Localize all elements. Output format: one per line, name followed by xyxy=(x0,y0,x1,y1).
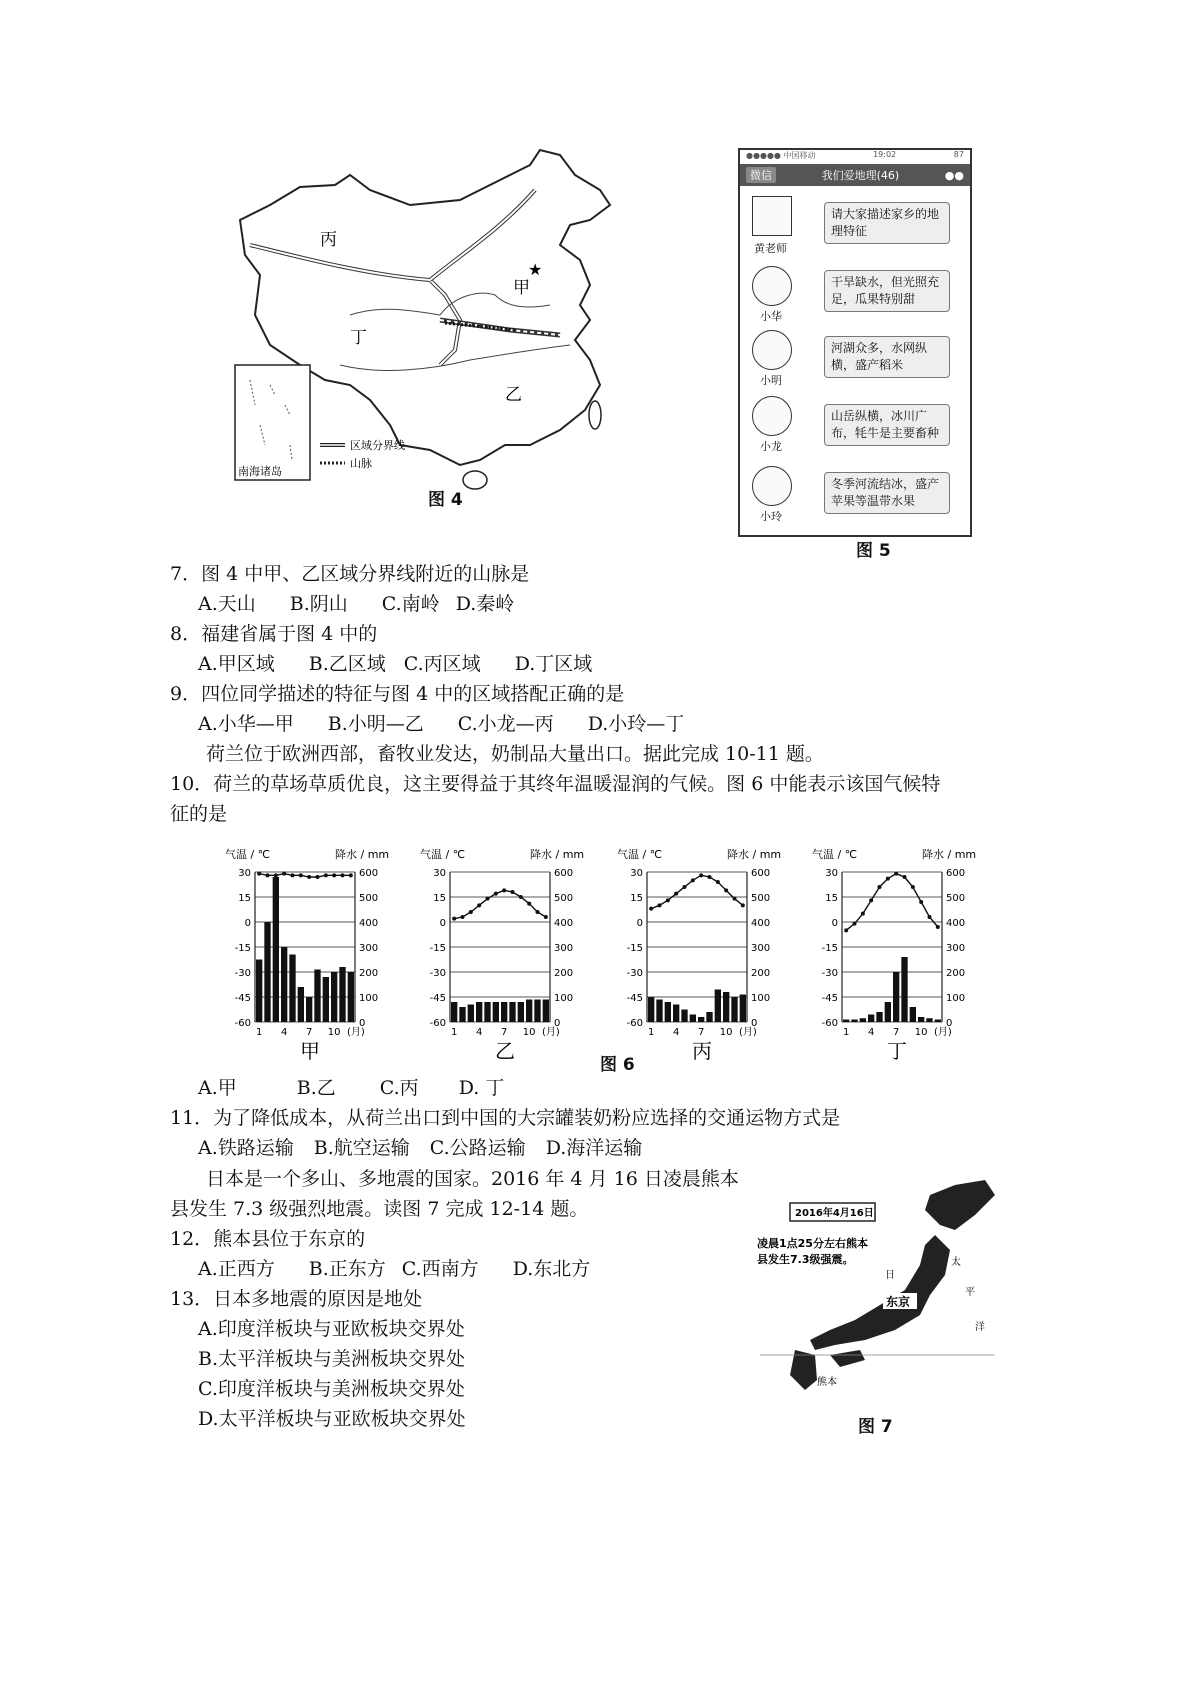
temp-axis-label: 气温 / ℃ xyxy=(617,848,663,861)
precip-tick-label: 600 xyxy=(751,868,771,879)
temp-point xyxy=(452,917,456,921)
precip-tick-label: 600 xyxy=(946,868,966,879)
chat-bubble: 山岳纵横，冰川广布，牦牛是主要畜种 xyxy=(824,404,950,446)
japan-map xyxy=(755,1175,1000,1405)
question-13-option-a[interactable]: A.印度洋板块与亚欧板块交界处 xyxy=(198,1318,465,1340)
temp-point xyxy=(544,915,548,919)
precip-axis-label: 降水 / mm xyxy=(335,848,390,861)
status-bar: ●●●●● 中国移动 19:02 87 xyxy=(746,150,964,160)
temp-point xyxy=(708,875,712,879)
precip-bar xyxy=(306,997,312,1022)
taiwan xyxy=(589,401,601,429)
precip-tick-label: 400 xyxy=(359,918,379,929)
precip-bar xyxy=(648,997,654,1022)
temp-point xyxy=(919,900,923,904)
precip-bar xyxy=(868,1015,874,1023)
figure-7 xyxy=(755,1175,1000,1405)
precip-bar xyxy=(256,960,262,1023)
month-tick-label: 10 xyxy=(719,1027,733,1038)
region-label: 甲 xyxy=(513,278,530,298)
option[interactable]: C.南岭 xyxy=(381,593,440,615)
option[interactable]: A.铁路运输 xyxy=(198,1137,294,1159)
temp-point xyxy=(257,872,261,876)
star-icon: ★ xyxy=(528,260,543,279)
question-10-line2: 征的是 xyxy=(170,803,228,825)
precip-bar xyxy=(935,1020,941,1023)
precip-tick-label: 0 xyxy=(946,1018,953,1029)
temp-tick-label: -45 xyxy=(821,993,838,1004)
inset-label: 南海诸岛 xyxy=(238,465,282,478)
question-9: 9．四位同学描述的特征与图 4 中的区域搭配正确的是 xyxy=(170,683,625,705)
precip-bar xyxy=(298,987,304,1022)
option[interactable]: C.小龙—丙 xyxy=(457,713,554,735)
month-tick-label: 1 xyxy=(842,1027,850,1038)
chat-bubble: 河湖众多，水网纵横，盛产稻米 xyxy=(824,336,950,378)
precip-bar xyxy=(715,990,721,1023)
precip-bar xyxy=(926,1018,932,1022)
temp-point xyxy=(324,873,328,877)
precip-bar xyxy=(851,1020,857,1023)
temp-point xyxy=(844,928,848,932)
temp-point xyxy=(733,897,737,901)
precip-bar xyxy=(281,947,287,1022)
question-12-options xyxy=(198,1255,624,1283)
option[interactable]: B.阴山 xyxy=(289,593,348,615)
temp-point xyxy=(536,910,540,914)
precip-tick-label: 0 xyxy=(751,1018,758,1029)
temp-axis-label: 气温 / ℃ xyxy=(420,848,466,861)
option[interactable]: D.丁区域 xyxy=(514,653,593,675)
hainan xyxy=(463,471,487,489)
temp-tick-label: -30 xyxy=(821,968,838,979)
temp-tick-label: 30 xyxy=(825,868,838,879)
precip-bar xyxy=(534,1000,540,1023)
option[interactable]: D.小玲—丁 xyxy=(587,713,685,735)
temp-point xyxy=(861,912,865,916)
temp-tick-label: 0 xyxy=(831,918,838,929)
temp-point xyxy=(911,885,915,889)
temp-tick-label: -15 xyxy=(821,943,838,954)
chat-messages: 黄老师 请大家描述家乡的地理特征 小华 干旱缺水，但光照充足，瓜果特别甜 小明 河湖众多，水网纵横，盛产稻米 小龙 山岳纵横，冰川广布，牦牛是主要畜种 小玲 冬季河流结冰，盛产苹果等温带水果 xyxy=(740,188,966,528)
precip-bar xyxy=(876,1012,882,1022)
temp-point xyxy=(869,898,873,902)
temp-tick-label: -30 xyxy=(626,968,643,979)
temp-tick-label: 30 xyxy=(433,868,446,879)
precip-axis-label: 降水 / mm xyxy=(727,848,782,861)
option[interactable]: D.秦岭 xyxy=(455,593,515,615)
precip-bar xyxy=(843,1020,849,1023)
question-13-option-c[interactable]: C.印度洋板块与美洲板块交界处 xyxy=(198,1378,465,1400)
temp-point xyxy=(683,885,687,889)
precip-bar xyxy=(493,1002,499,1022)
figure-6-climate-charts xyxy=(210,840,1000,1075)
precip-bar xyxy=(918,1017,924,1022)
month-unit-label: (月) xyxy=(542,1027,560,1038)
temp-point xyxy=(691,878,695,882)
temp-point xyxy=(853,922,857,926)
avatar xyxy=(752,196,792,236)
month-tick-label: 10 xyxy=(327,1027,341,1038)
temp-point xyxy=(307,875,311,879)
precip-bar xyxy=(339,967,345,1022)
question-13-option-b[interactable]: B.太平洋板块与美洲板块交界处 xyxy=(198,1348,466,1370)
precip-tick-label: 300 xyxy=(946,943,966,954)
temp-tick-label: -60 xyxy=(821,1018,838,1029)
option[interactable]: C.公路运输 xyxy=(429,1137,526,1159)
temp-point xyxy=(886,877,890,881)
month-tick-label: 7 xyxy=(500,1027,508,1038)
month-tick-label: 7 xyxy=(892,1027,900,1038)
svg-text:区域分界线: 区域分界线 xyxy=(350,439,405,452)
option[interactable]: C.丙 xyxy=(379,1077,419,1099)
precip-tick-label: 100 xyxy=(554,993,574,1004)
group-icon[interactable]: ●● xyxy=(944,168,964,182)
month-tick-label: 4 xyxy=(475,1027,483,1038)
precip-tick-label: 100 xyxy=(751,993,771,1004)
precip-bar xyxy=(690,1015,696,1023)
month-tick-label: 1 xyxy=(450,1027,458,1038)
option[interactable]: B.航空运输 xyxy=(313,1137,410,1159)
month-tick-label: 10 xyxy=(914,1027,928,1038)
question-10-line1: 10．荷兰的草场草质优良，这主要得益于其终年温暖湿润的气候。图 6 中能表示该国气候特 xyxy=(170,773,941,795)
kumamoto-label: 熊本 xyxy=(817,1377,837,1388)
precip-bar xyxy=(331,972,337,1022)
temp-point xyxy=(291,873,295,877)
svg-text:山脉: 山脉 xyxy=(350,457,372,470)
option[interactable]: D.海洋运输 xyxy=(545,1137,643,1159)
month-tick-label: 4 xyxy=(280,1027,288,1038)
temp-point xyxy=(477,903,481,907)
precip-bar xyxy=(323,977,329,1022)
precip-axis-label: 降水 / mm xyxy=(530,848,585,861)
temp-point xyxy=(936,925,940,929)
precip-tick-label: 600 xyxy=(554,868,574,879)
temp-tick-label: -60 xyxy=(626,1018,643,1029)
chart-title: 丙 xyxy=(692,1039,712,1063)
question-13: 13．日本多地震的原因是地处 xyxy=(170,1288,423,1310)
temp-point xyxy=(894,872,898,876)
month-tick-label: 7 xyxy=(697,1027,705,1038)
month-tick-label: 1 xyxy=(255,1027,263,1038)
option[interactable]: B.小明—乙 xyxy=(327,713,424,735)
sea-label: 日 xyxy=(885,1270,895,1281)
temp-point xyxy=(274,873,278,877)
option[interactable]: B.乙区域 xyxy=(308,653,386,675)
precip-tick-label: 500 xyxy=(359,893,379,904)
chat-title: 我们爱地理(46) xyxy=(821,169,900,182)
avatar xyxy=(752,330,792,370)
shikoku xyxy=(830,1350,865,1367)
option[interactable]: A.甲 xyxy=(198,1077,237,1099)
question-7-options xyxy=(198,590,548,618)
temp-tick-label: -45 xyxy=(429,993,446,1004)
temp-point xyxy=(716,880,720,884)
option[interactable]: A.甲区域 xyxy=(198,653,275,675)
temp-tick-label: -15 xyxy=(429,943,446,954)
passage-japan-2: 县发生 7.3 级强烈地震。读图 7 完成 12-14 题。 xyxy=(170,1198,589,1220)
temp-tick-label: 15 xyxy=(825,893,838,904)
temp-point xyxy=(341,873,345,877)
precip-tick-label: 0 xyxy=(359,1018,366,1029)
precip-bar xyxy=(476,1002,482,1022)
temp-tick-label: -15 xyxy=(626,943,643,954)
question-12: 12．熊本县位于东京的 xyxy=(170,1228,366,1250)
precip-tick-label: 200 xyxy=(359,968,379,979)
question-7: 7．图 4 中甲、乙区域分界线附近的山脉是 xyxy=(170,563,530,585)
date-label: 2016年4月16日 xyxy=(795,1208,874,1219)
month-unit-label: (月) xyxy=(934,1027,952,1038)
precip-tick-label: 500 xyxy=(751,893,771,904)
temp-tick-label: -30 xyxy=(234,968,251,979)
precip-bar xyxy=(740,995,746,1023)
temp-point xyxy=(674,892,678,896)
question-8: 8．福建省属于图 4 中的 xyxy=(170,623,378,645)
precip-bar xyxy=(860,1018,866,1022)
temp-point xyxy=(878,885,882,889)
temp-line xyxy=(259,874,351,877)
precip-bar xyxy=(901,957,907,1022)
temp-point xyxy=(928,915,932,919)
month-tick-label: 1 xyxy=(647,1027,655,1038)
precip-bar xyxy=(910,1007,916,1022)
month-tick-label: 10 xyxy=(522,1027,536,1038)
ocean-label: 太 xyxy=(951,1257,961,1268)
temp-line xyxy=(651,875,743,908)
tokyo-label: 东京 xyxy=(886,1295,911,1309)
quake-note-1: 凌晨1点25分左右熊本 xyxy=(757,1237,868,1250)
precip-tick-label: 200 xyxy=(946,968,966,979)
temp-tick-label: -30 xyxy=(429,968,446,979)
temp-point xyxy=(502,888,506,892)
temp-point xyxy=(527,902,531,906)
quake-note-2: 县发生7.3级强震。 xyxy=(757,1253,854,1266)
precip-bar xyxy=(698,1017,704,1022)
precip-bar xyxy=(706,1012,712,1022)
temp-point xyxy=(649,907,653,911)
month-tick-label: 4 xyxy=(867,1027,875,1038)
precip-bar xyxy=(314,970,320,1023)
region-label: 乙 xyxy=(505,385,522,405)
figure-7-caption: 图 7 xyxy=(858,1417,893,1437)
avatar xyxy=(752,466,792,506)
china-region-map xyxy=(230,145,660,515)
option[interactable]: A.正西方 xyxy=(198,1258,275,1280)
precip-bar xyxy=(264,922,270,1022)
precip-tick-label: 300 xyxy=(751,943,771,954)
temp-tick-label: 0 xyxy=(636,918,643,929)
temp-point xyxy=(299,873,303,877)
avatar xyxy=(752,396,792,436)
chat-bubble: 冬季河流结冰，盛产苹果等温带水果 xyxy=(824,472,950,514)
figure-4 xyxy=(230,145,660,515)
option[interactable]: B.乙 xyxy=(296,1077,336,1099)
temp-point xyxy=(724,888,728,892)
precip-tick-label: 100 xyxy=(946,993,966,1004)
chat-header xyxy=(740,164,970,186)
precip-bar xyxy=(681,1010,687,1023)
temp-line xyxy=(454,890,546,918)
temp-tick-label: 0 xyxy=(244,918,251,929)
kyushu xyxy=(790,1350,817,1390)
temp-tick-label: -45 xyxy=(626,993,643,1004)
precip-tick-label: 300 xyxy=(554,943,574,954)
temp-point xyxy=(699,873,703,877)
month-tick-label: 7 xyxy=(305,1027,313,1038)
temp-point xyxy=(332,873,336,877)
temp-point xyxy=(316,875,320,879)
figure-4-caption: 图 4 xyxy=(428,490,463,510)
temp-point xyxy=(461,915,465,919)
precip-bar xyxy=(451,1002,457,1022)
precip-tick-label: 500 xyxy=(554,893,574,904)
ocean-label: 平 xyxy=(965,1287,975,1298)
precip-tick-label: 0 xyxy=(554,1018,561,1029)
precip-bar xyxy=(893,972,899,1022)
passage-japan-1: 日本是一个多山、多地震的国家。2016 年 4 月 16 日凌晨熊本 xyxy=(206,1168,739,1190)
precip-tick-label: 600 xyxy=(359,868,379,879)
temp-point xyxy=(903,875,907,879)
option[interactable]: D. 丁 xyxy=(458,1077,505,1099)
precip-tick-label: 200 xyxy=(751,968,771,979)
figure-6-caption: 图 6 xyxy=(600,1055,635,1075)
precip-tick-label: 300 xyxy=(359,943,379,954)
temp-tick-label: 15 xyxy=(238,893,251,904)
option[interactable]: C.西南方 xyxy=(401,1258,479,1280)
precip-axis-label: 降水 / mm xyxy=(922,848,977,861)
temp-point xyxy=(658,903,662,907)
hokkaido xyxy=(925,1180,995,1230)
precip-bar xyxy=(543,1000,549,1023)
precip-bar xyxy=(289,955,295,1023)
temp-point xyxy=(519,895,523,899)
precip-tick-label: 400 xyxy=(554,918,574,929)
temp-point xyxy=(266,873,270,877)
precip-bar xyxy=(348,972,354,1022)
precip-bar xyxy=(673,1005,679,1023)
temp-point xyxy=(511,890,515,894)
precip-tick-label: 500 xyxy=(946,893,966,904)
precip-bar xyxy=(731,997,737,1022)
temp-tick-label: 15 xyxy=(630,893,643,904)
option[interactable]: A.小华—甲 xyxy=(198,713,294,735)
temp-axis-label: 气温 / ℃ xyxy=(225,848,271,861)
question-8-options xyxy=(198,650,626,678)
question-9-options xyxy=(198,710,718,738)
temp-tick-label: 30 xyxy=(238,868,251,879)
precip-tick-label: 100 xyxy=(359,993,379,1004)
month-tick-label: 4 xyxy=(672,1027,680,1038)
precip-bar xyxy=(468,1005,474,1023)
passage-netherlands: 荷兰位于欧洲西部，畜牧业发达，奶制品大量出口。据此完成 10-11 题。 xyxy=(206,743,824,765)
precip-bar xyxy=(526,1000,532,1023)
chart-title: 甲 xyxy=(300,1039,320,1063)
temp-point xyxy=(494,892,498,896)
chat-bubble: 干旱缺水，但光照充足，瓜果特别甜 xyxy=(824,270,950,312)
temp-point xyxy=(349,873,353,877)
temp-axis-label: 气温 / ℃ xyxy=(812,848,858,861)
temp-tick-label: -60 xyxy=(429,1018,446,1029)
precip-tick-label: 200 xyxy=(554,968,574,979)
avatar xyxy=(752,266,792,306)
temp-point xyxy=(486,897,490,901)
precip-tick-label: 400 xyxy=(946,918,966,929)
precip-bar xyxy=(665,1002,671,1022)
precip-bar xyxy=(484,1002,490,1022)
region-label: 丁 xyxy=(350,328,367,348)
month-unit-label: (月) xyxy=(347,1027,365,1038)
temp-tick-label: 30 xyxy=(630,868,643,879)
precip-bar xyxy=(273,877,279,1022)
chart-title: 乙 xyxy=(495,1039,515,1063)
region-label: 丙 xyxy=(320,230,337,250)
precip-bar xyxy=(509,1002,515,1022)
temp-point xyxy=(666,898,670,902)
option[interactable]: D.东北方 xyxy=(512,1258,591,1280)
chat-bubble: 请大家描述家乡的地理特征 xyxy=(824,202,950,244)
option[interactable]: A.天山 xyxy=(198,593,256,615)
question-10-options xyxy=(198,1074,538,1102)
question-13-option-d[interactable]: D.太平洋板块与亚欧板块交界处 xyxy=(198,1408,466,1430)
figure-5-caption: 图 5 xyxy=(856,541,891,561)
option[interactable]: C.丙区域 xyxy=(403,653,481,675)
precip-bar xyxy=(885,1002,891,1022)
precip-bar xyxy=(723,992,729,1022)
precip-bar xyxy=(501,1002,507,1022)
ocean-label: 洋 xyxy=(975,1322,985,1333)
precip-tick-label: 400 xyxy=(751,918,771,929)
temp-tick-label: -15 xyxy=(234,943,251,954)
question-11-options xyxy=(198,1134,676,1162)
chart-title: 丁 xyxy=(887,1039,907,1063)
precip-bar xyxy=(656,1000,662,1023)
temp-tick-label: -45 xyxy=(234,993,251,1004)
temp-point xyxy=(282,872,286,876)
option[interactable]: B.正东方 xyxy=(308,1258,386,1280)
question-11: 11．为了降低成本，从荷兰出口到中国的大宗罐装奶粉应选择的交通运物方式是 xyxy=(170,1107,841,1129)
precip-bar xyxy=(518,1002,524,1022)
back-button[interactable]: 微信 xyxy=(746,167,776,183)
temp-tick-label: 0 xyxy=(439,918,446,929)
temp-point xyxy=(469,910,473,914)
temp-point xyxy=(741,903,745,907)
temp-tick-label: -60 xyxy=(234,1018,251,1029)
temp-tick-label: 15 xyxy=(433,893,446,904)
south-sea-inset xyxy=(235,365,310,480)
month-unit-label: (月) xyxy=(739,1027,757,1038)
precip-bar xyxy=(459,1007,465,1022)
